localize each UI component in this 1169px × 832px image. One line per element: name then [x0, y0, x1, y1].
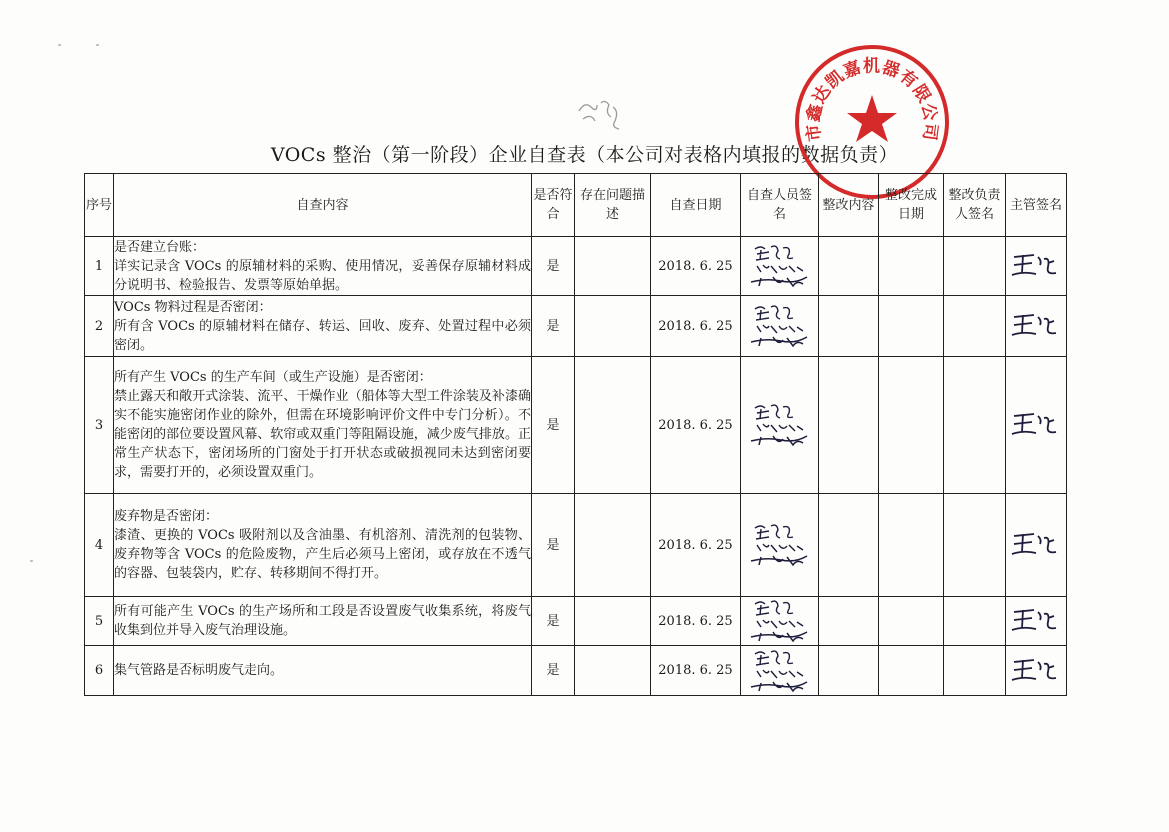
- header-rectify: 整改内容: [819, 174, 879, 237]
- cell-finish-date: [879, 296, 944, 357]
- cell-rectify: [819, 597, 879, 646]
- table-row: [85, 646, 1067, 696]
- supervisor-signature: [1010, 408, 1062, 442]
- cell-finish-date: [879, 494, 944, 597]
- inspector-signature: [747, 647, 813, 695]
- cell-rectify: [819, 646, 879, 696]
- header-no: 序号: [85, 174, 114, 237]
- supervisor-signature: [1010, 654, 1062, 688]
- cell-issue: [575, 357, 651, 494]
- header-owner: 整改负责人签名: [944, 174, 1006, 237]
- cell-no: 2: [85, 296, 114, 357]
- cell-inspector-signature: [741, 357, 819, 494]
- cell-issue: [575, 296, 651, 357]
- header-row: [85, 174, 1067, 237]
- table-row: [85, 494, 1067, 597]
- header-conform: 是否符合: [532, 174, 575, 237]
- supervisor-signature: [1010, 528, 1062, 562]
- header-content: 自查内容: [114, 174, 532, 237]
- cell-rectify: [819, 296, 879, 357]
- header-issue: 存在问题描述: [575, 174, 651, 237]
- cell-finish-date: [879, 646, 944, 696]
- inspection-table: [84, 173, 1067, 696]
- cell-finish-date: [879, 597, 944, 646]
- cell-no: 3: [85, 357, 114, 494]
- header-supervisor: 主管签名: [1006, 174, 1067, 237]
- cell-conform: 是: [532, 494, 575, 597]
- scan-speck: [30, 560, 33, 562]
- inspector-signature: [747, 597, 813, 645]
- cell-inspector-signature: [741, 237, 819, 296]
- cell-no: 5: [85, 597, 114, 646]
- table-row: [85, 296, 1067, 357]
- header-date: 自查日期: [651, 174, 741, 237]
- cell-supervisor-signature: [1006, 296, 1067, 357]
- supervisor-signature: [1010, 249, 1062, 283]
- cell-conform: 是: [532, 296, 575, 357]
- cell-issue: [575, 597, 651, 646]
- cell-date: 2018. 6. 25: [651, 237, 741, 296]
- cell-rectify: [819, 357, 879, 494]
- cell-supervisor-signature: [1006, 494, 1067, 597]
- header-inspector: 自查人员签名: [741, 174, 819, 237]
- cell-no: 1: [85, 237, 114, 296]
- inspector-signature: [747, 401, 813, 449]
- cell-conform: 是: [532, 357, 575, 494]
- inspector-signature: [747, 242, 813, 290]
- cell-content: VOCs 物料过程是否密闭： 所有含 VOCs 的原辅材料在储存、转运、回收、废弃、处置过程中必须密闭。: [114, 296, 532, 357]
- cell-owner: [944, 357, 1006, 494]
- cell-date: 2018. 6. 25: [651, 357, 741, 494]
- scan-speck: [58, 44, 61, 46]
- cell-rectify: [819, 237, 879, 296]
- cell-owner: [944, 646, 1006, 696]
- supervisor-signature: [1010, 309, 1062, 343]
- cell-date: 2018. 6. 25: [651, 597, 741, 646]
- table-row: [85, 357, 1067, 494]
- scan-speck: [96, 44, 99, 46]
- cell-date: 2018. 6. 25: [651, 646, 741, 696]
- cell-inspector-signature: [741, 494, 819, 597]
- cell-inspector-signature: [741, 296, 819, 357]
- cell-content: 所有产生 VOCs 的生产车间（或生产设施）是否密闭： 禁止露天和敞开式涂装、流平、干燥作业（船体等大型工件涂装及补漆确实不能实施密闭作业的除外，但需在环境影响评价文件中专门分析）。不能密闭的部位要设置风幕、软帘或双重门等阻隔设施，减少废气排放。正常生产状态下，密闭场所的门窗处于打开状态或破损视同未达到密闭要求，需要打开的，必须设置双重门。: [114, 357, 532, 494]
- cell-inspector-signature: [741, 597, 819, 646]
- page-title: VOCs 整治（第一阶段）企业自查表（本公司对表格内填报的数据负责）: [270, 144, 899, 166]
- cell-content: 废弃物是否密闭： 漆渣、更换的 VOCs 吸附剂以及含油墨、有机溶剂、清洗剂的包装物、废弃物等含 VOCs 的危险废物，产生后必须马上密闭，或存放在不透气的容器、包装袋内，贮存、转移期间不得打开。: [114, 494, 532, 597]
- seal-text: 市鑫达凯嘉机器有限公司: [803, 56, 941, 143]
- cell-supervisor-signature: [1006, 597, 1067, 646]
- cell-owner: [944, 237, 1006, 296]
- pencil-annotation: [575, 97, 625, 135]
- cell-issue: [575, 237, 651, 296]
- cell-conform: 是: [532, 597, 575, 646]
- seal-star-icon: [847, 95, 897, 142]
- cell-content: 是否建立台账： 详实记录含 VOCs 的原辅材料的采购、使用情况，妥善保存原辅材料成分说明书、检验报告、发票等原始单据。: [114, 237, 532, 296]
- cell-finish-date: [879, 237, 944, 296]
- cell-supervisor-signature: [1006, 646, 1067, 696]
- cell-date: 2018. 6. 25: [651, 296, 741, 357]
- cell-issue: [575, 646, 651, 696]
- cell-no: 4: [85, 494, 114, 597]
- table-row: [85, 597, 1067, 646]
- cell-owner: [944, 494, 1006, 597]
- header-finish-date: 整改完成日期: [879, 174, 944, 237]
- cell-content: 集气管路是否标明废气走向。: [114, 646, 532, 696]
- cell-date: 2018. 6. 25: [651, 494, 741, 597]
- cell-inspector-signature: [741, 646, 819, 696]
- cell-supervisor-signature: [1006, 237, 1067, 296]
- cell-owner: [944, 597, 1006, 646]
- cell-no: 6: [85, 646, 114, 696]
- cell-supervisor-signature: [1006, 357, 1067, 494]
- inspector-signature: [747, 521, 813, 569]
- cell-conform: 是: [532, 237, 575, 296]
- cell-conform: 是: [532, 646, 575, 696]
- cell-finish-date: [879, 357, 944, 494]
- cell-issue: [575, 494, 651, 597]
- inspector-signature: [747, 302, 813, 350]
- cell-rectify: [819, 494, 879, 597]
- cell-owner: [944, 296, 1006, 357]
- supervisor-signature: [1010, 604, 1062, 638]
- cell-content: 所有可能产生 VOCs 的生产场所和工段是否设置废气收集系统，将废气收集到位并导入废气治理设施。: [114, 597, 532, 646]
- table-row: [85, 237, 1067, 296]
